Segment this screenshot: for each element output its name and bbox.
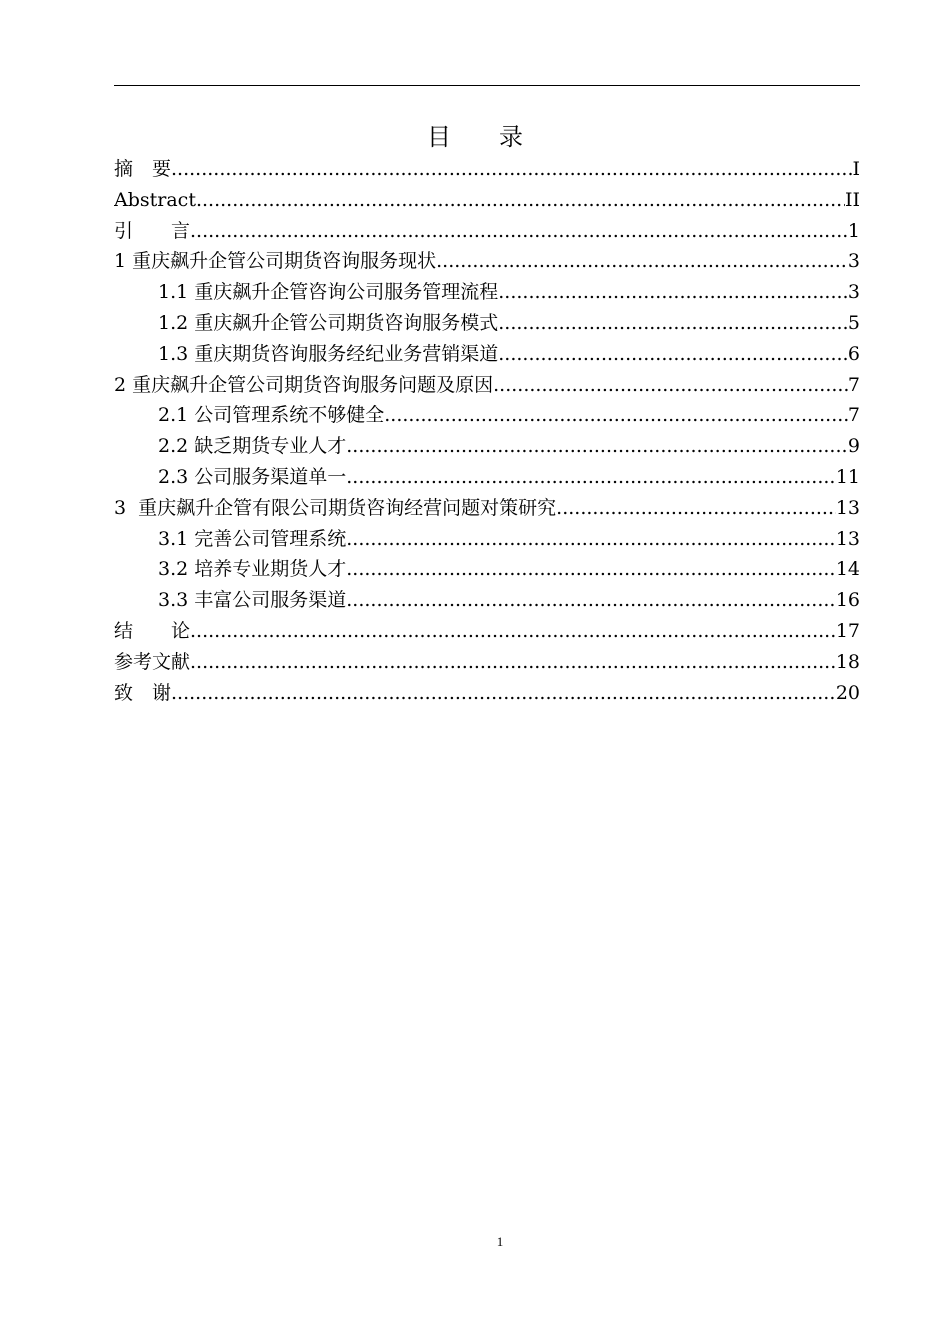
toc-entry-label: 参考文献 [114, 650, 191, 673]
toc-entry-page: 11 [835, 465, 860, 488]
toc-entry-label: 2.1 公司管理系统不够健全 [158, 404, 385, 427]
toc-entry[interactable] [114, 154, 860, 185]
toc-entry[interactable] [114, 216, 860, 247]
toc-dot-leader [346, 554, 836, 585]
toc-entry[interactable] [114, 308, 860, 339]
toc-entry[interactable] [114, 400, 860, 431]
toc-dot-leader [436, 246, 848, 277]
toc-entry-label: 1.2 重庆飙升企管公司期货咨询服务模式 [158, 311, 499, 334]
toc-entry-page: 9 [847, 435, 860, 458]
toc-entry[interactable] [114, 554, 860, 585]
header-rule [114, 85, 860, 86]
toc-dot-leader [498, 339, 848, 370]
toc-entry[interactable] [114, 585, 860, 616]
toc-entry[interactable] [114, 524, 860, 555]
toc-entry-page: 13 [835, 496, 860, 519]
toc-entry-label: 1.3 重庆期货咨询服务经纪业务营销渠道 [158, 342, 499, 365]
toc-dot-leader [190, 616, 836, 647]
toc-entry[interactable] [114, 246, 860, 277]
toc-entry-label: 3.2 培养专业期货人才 [158, 558, 347, 581]
toc-entry-label: 3 重庆飙升企管有限公司期货咨询经营问题对策研究 [114, 496, 557, 519]
toc-entry[interactable] [114, 647, 860, 678]
toc-dot-leader [171, 154, 852, 185]
toc-dot-leader [384, 400, 848, 431]
toc-title: 目 录 [427, 123, 523, 151]
toc-entry-label: 结 论 [114, 619, 191, 642]
toc-entry-page: II [844, 188, 860, 211]
toc-entry-page: 3 [847, 281, 860, 304]
toc-entry[interactable] [114, 185, 860, 216]
toc-entry-label: 摘 要 [114, 158, 172, 180]
page-number: 1 [496, 1234, 504, 1249]
toc-dot-leader [346, 524, 836, 555]
toc-entry-page: 1 [847, 219, 860, 242]
toc-entry[interactable] [114, 370, 860, 401]
toc-entry-page: 16 [835, 589, 860, 612]
toc-dot-leader [498, 308, 848, 339]
toc-entry-page: 3 [847, 250, 860, 273]
toc-entry-label: Abstract [114, 188, 196, 211]
toc-dot-leader [493, 370, 848, 401]
toc-entry-page: 7 [847, 373, 860, 396]
toc-dot-leader [498, 277, 848, 308]
toc-entry-label: 引 言 [114, 219, 191, 242]
toc-dot-leader [346, 585, 836, 616]
toc-dot-leader [190, 216, 848, 247]
toc-entry[interactable] [114, 462, 860, 493]
toc-dot-leader [556, 493, 836, 524]
toc-dot-leader [171, 678, 836, 709]
toc-entry-page: 5 [847, 311, 860, 334]
toc-entry-page: 7 [847, 404, 860, 427]
toc-dot-leader [346, 462, 836, 493]
toc-entry-page: 20 [835, 681, 860, 704]
toc-entry-page: 14 [835, 558, 860, 581]
toc-dot-leader [190, 647, 836, 678]
toc-entry-page: 6 [847, 342, 860, 365]
toc-entry-label: 2 重庆飙升企管公司期货咨询服务问题及原因 [114, 373, 494, 396]
toc-entry-page: 17 [835, 619, 860, 642]
toc-entry-label: 致 谢 [114, 681, 172, 704]
toc-entry-label: 1 重庆飙升企管公司期货咨询服务现状 [114, 250, 437, 273]
table-of-contents [114, 154, 860, 708]
toc-entry[interactable] [114, 339, 860, 370]
toc-entry-page: I [852, 158, 860, 180]
toc-entry-label: 3.3 丰富公司服务渠道 [158, 589, 347, 612]
toc-entry[interactable] [114, 616, 860, 647]
toc-dot-leader [196, 185, 845, 216]
toc-entry-label: 3.1 完善公司管理系统 [158, 527, 347, 550]
toc-entry[interactable] [114, 493, 860, 524]
toc-entry-label: 2.3 公司服务渠道单一 [158, 465, 347, 488]
toc-entry-label: 1.1 重庆飙升企管咨询公司服务管理流程 [158, 281, 499, 304]
toc-entry-page: 13 [835, 527, 860, 550]
toc-entry[interactable] [114, 431, 860, 462]
toc-entry-page: 18 [835, 650, 860, 673]
toc-entry[interactable] [114, 678, 860, 709]
toc-entry[interactable] [114, 277, 860, 308]
toc-entry-label: 2.2 缺乏期货专业人才 [158, 435, 347, 458]
toc-dot-leader [346, 431, 848, 462]
